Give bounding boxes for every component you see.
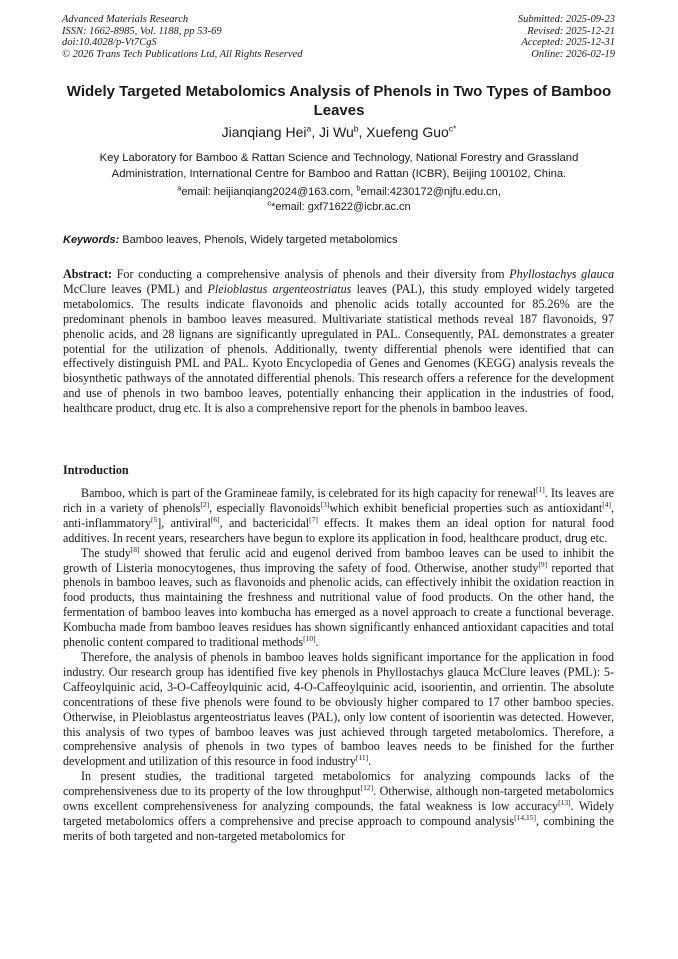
author-name: Ji Wu	[319, 124, 354, 140]
text-run: .	[368, 754, 372, 769]
email-mark: a	[177, 183, 182, 193]
paragraph	[63, 650, 614, 769]
accepted-date: Accepted: 2025-12-31	[521, 37, 615, 48]
text-run: , especially flavonoids	[209, 500, 321, 515]
abstract-label: Abstract:	[63, 267, 113, 281]
citation[interactable]: [7]	[309, 514, 318, 524]
text-run: , and bactericidal	[219, 515, 310, 530]
text-run: , combining the merits of both targeted and non-targeted metabolomics for	[63, 813, 614, 843]
text-run: ], antiviral	[157, 515, 211, 530]
doi-line[interactable]: doi:10.4028/p-Vt7CgS	[62, 37, 157, 48]
paper-title: Widely Targeted Metabolomics Analysis of Phenols in Two Types of Bamboo Leaves	[66, 83, 612, 119]
text-run: effects. It makes them an ideal option for natural food additives. In recent years, researchers have begun to explore its application in food, healthcare product, drug etc.	[63, 515, 615, 545]
text-run: .	[315, 635, 319, 650]
revised-date: Revised: 2025-12-21	[527, 25, 615, 37]
paragraph	[63, 769, 614, 844]
introduction-heading: Introduction	[63, 463, 129, 477]
paragraph	[63, 546, 614, 650]
publication-dates	[518, 14, 615, 60]
paragraph	[63, 486, 614, 546]
text-run: In present studies, the traditional targeted metabolomics for analyzing compounds lacks of the comprehensiveness due to its property of the low throughput	[63, 769, 614, 799]
species-name: Phyllostachys glauca	[509, 267, 614, 281]
email-address[interactable]: email:4230172@njfu.edu.cn,	[360, 186, 501, 198]
citation[interactable]: [6]	[210, 514, 220, 524]
author-name: Jianqiang Hei	[221, 124, 307, 140]
email-mark: c	[267, 198, 272, 208]
author-mark: b	[353, 123, 359, 134]
email-address[interactable]: *email: gxf71622@icbr.ac.cn	[271, 201, 411, 213]
citation[interactable]: [14,15]	[514, 812, 536, 822]
citation[interactable]: [10]	[303, 634, 316, 644]
citation[interactable]: [12]	[360, 783, 374, 793]
citation[interactable]: [9]	[538, 559, 548, 569]
author-name: Xuefeng Guo	[366, 124, 449, 140]
citation[interactable]: [8]	[130, 544, 140, 554]
author-mark: a	[306, 123, 312, 134]
abstract	[63, 267, 614, 416]
text-run: Therefore, the analysis of phenols in bamboo leaves holds significant importance for the application in food industry. Our research group has identified five key phenols in Phyllostachys glauca McClure leaves (PML): 5-Caffeoylquinic acid, 3-O-Caffeoylquinic acid, 4-O-Caffeoylquinic acid, isoorientin, and orrientin. The absolute concentrations of these five phenols were found to be obviously higher compared to 17 other bamboo species. Otherwise, in Pleioblastus argenteostriatus leaves (PAL), only low content of isoorientin was detected. However, this analysis of two types of bamboo leaves was just achieved through targeted metabolomics. Therefore, a comprehensive analysis of phenols in two types of bamboo leaves needs to be finished for the further development and utilization of this resource in food industry	[63, 649, 614, 769]
copyright-line: © 2026 Trans Tech Publications Ltd, All Rights Reserved	[62, 48, 303, 60]
introduction-body	[63, 486, 614, 844]
issn-line: ISSN: 1662-8985, Vol. 1188, pp 53-69	[62, 25, 222, 37]
text-run: Bamboo, which is part of the Gramineae family, is celebrated for its high capacity for renewal	[81, 486, 537, 500]
author-list	[62, 123, 616, 141]
species-name: Pleioblastus argenteostriatus	[207, 281, 352, 296]
citation[interactable]: [2]	[200, 499, 210, 509]
keywords	[63, 233, 397, 248]
keywords-text: Bamboo leaves, Phenols, Widely targeted metabolomics	[119, 234, 398, 246]
abstract-text: McClure leaves (PML) and	[63, 281, 208, 296]
submitted-date: Submitted: 2025-09-23	[517, 14, 615, 25]
text-run: , anti-inflammatory	[63, 500, 614, 530]
author-mark: c*	[448, 123, 457, 134]
text-run: which exhibit beneficial properties such as antioxidant	[329, 500, 603, 515]
citation[interactable]: [4]	[602, 499, 611, 509]
text-run: . Otherwise, although non-targeted metabolomics owns excellent comprehensiveness for analyzing compounds, the fatal weakness is low accuracy	[63, 784, 614, 814]
keywords-label: Keywords:	[63, 234, 120, 246]
text-run: reported that phenols in bamboo leaves, such as flavonoids and phenolic acids, can effectively inhibit the oxidation reaction in food products, thus maintaining the freshness and nutritional value of food products. On the other hand, the fermentation of bamboo leaves into kombucha has emerged as a novel approach to create a functional beverage. Kombucha made from bamboo leaves residues has shown significantly enhanced antioxidant capacities and total phenolic content compared to traditional methods	[63, 560, 614, 650]
text-run: . Its leaves are rich in a variety of phenols	[63, 486, 614, 515]
email-address[interactable]: email: heijianqiang2024@163.com,	[181, 186, 357, 198]
citation[interactable]: [11]	[355, 753, 369, 763]
author-separator: ,	[311, 124, 319, 140]
affiliation: Key Laboratory for Bamboo & Rattan Science and Technology, National Forestry and Grassland Administration, International Centre for Bamboo and Rattan (ICBR), Beijing 100102, China.	[99, 152, 579, 180]
journal-info	[62, 14, 302, 60]
citation[interactable]: [3]	[320, 499, 330, 509]
journal-name: Advanced Materials Research	[62, 14, 189, 25]
email-block	[62, 185, 616, 215]
abstract-text: leaves (PAL), this study employed widely targeted metabolomics. The results indicate flavonoids and phenolic acids totally accounted for 85.26% are the predominant phenols in bamboo leaves measured. Multivariate statistical methods reveal 187 flavonoids, 97 phenolic acids, and 28 lignans are significantly upregulated in PAL. Consequently, PAL demonstrates a greater potential for the utilization of phenols. Additionally, twenty differential phenols were identified that can effectively distinguish PML and PAL. Kyoto Encyclopedia of Genes and Genomes (KEGG) analysis reveals the biosynthetic pathways of the annotated differential phenols. This research offers a reference for the development and use of phenols in two bamboo leaves, potentially enhancing their application in the industries of food, healthcare product, drug etc. It is also a comprehensive report for the phenols in bamboo leaves.	[63, 281, 614, 416]
text-run: showed that ferulic acid and eugenol derived from bamboo leaves can be used to inhibit the growth of Listeria monocytogenes, thus improving the safety of food. Otherwise, another study	[63, 545, 614, 575]
citation[interactable]: [1]	[536, 484, 545, 494]
email-mark: b	[356, 183, 361, 193]
text-run: The study	[81, 545, 131, 560]
author-separator: ,	[358, 124, 367, 140]
abstract-text: For conducting a comprehensive analysis of phenols and their diversity from	[112, 267, 510, 281]
text-run: . Widely targeted metabolomics offers a comprehensive and precise approach to compound analysis	[63, 799, 614, 828]
citation[interactable]: [5	[151, 514, 158, 524]
citation[interactable]: [13]	[558, 798, 571, 807]
online-date: Online: 2026-02-19	[531, 48, 615, 60]
